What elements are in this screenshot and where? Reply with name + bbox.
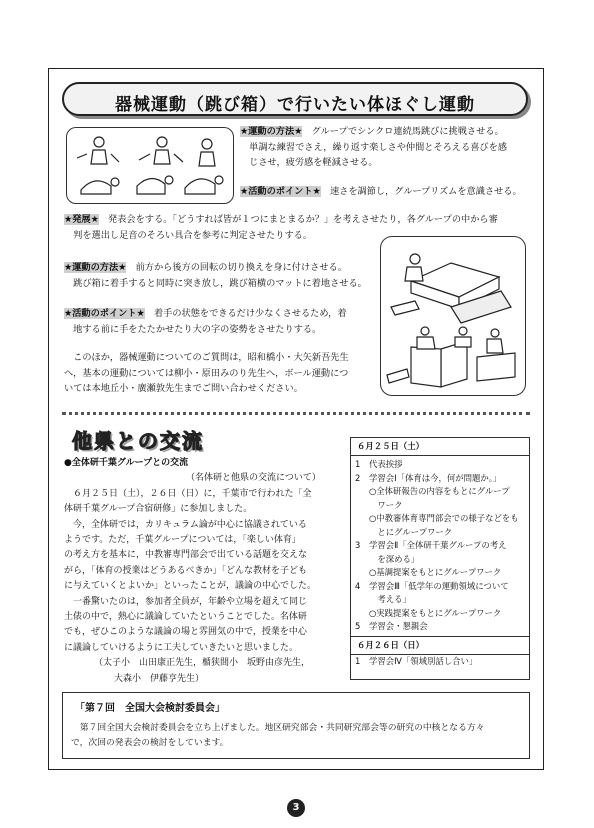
method2-label: ★運動の方法★ bbox=[64, 262, 127, 273]
committee-line-1: で，次回の発表会の検討をしています。 bbox=[71, 738, 229, 748]
inquiry-block bbox=[64, 350, 384, 397]
exchange-section-title: 他県との交流 bbox=[72, 429, 204, 453]
signature-line-0: （太子小 山田康正先生，楯狭間小 坂野由彦先生， bbox=[94, 658, 311, 669]
dev-label: ★発展★ bbox=[64, 214, 99, 225]
committee-box bbox=[62, 692, 530, 759]
schedule-day1-header: ６月２５日（土） bbox=[351, 438, 529, 456]
schedule-item: 4 学習会Ⅲ「低学年の運動領域について bbox=[355, 580, 509, 591]
exchange-line-5: がら，「体育の授業はどうあるべきか」「どんな教材を子ども bbox=[64, 565, 308, 576]
exchange-line-2: 今，全体研では，カリキュラム論が中心に協議されている bbox=[64, 519, 307, 530]
point2-line-0: 着手の状態をできるだけ少なくさせるため，着 bbox=[144, 308, 347, 319]
schedule-item: 3 学習会Ⅱ「全体研千葉グループの考え bbox=[355, 540, 507, 550]
schedule-item: 1 代表挨拶 bbox=[355, 459, 403, 469]
exchange-block bbox=[64, 456, 344, 687]
method2-line-0: 前方から後方の回転の切り換えを身に付けさせる。 bbox=[126, 262, 347, 273]
section-divider bbox=[62, 412, 530, 415]
point2-label: ★活動のポイント★ bbox=[64, 308, 145, 319]
exchange-line-3: ようです。ただ，千葉グループについては，「楽しい体育」 bbox=[64, 535, 301, 546]
dev-line-0: 発表会をする。「どうすれば皆が１つにまとまるか？」を考えさせたり，各グループの中から審 bbox=[98, 214, 498, 225]
inquiry-line-1: へ，基本の運動については柳小・原田みのり先生へ，ボール運動につ bbox=[64, 367, 349, 379]
exchange-line-1: 体研千葉グループ合宿研修」に参加しました。 bbox=[64, 504, 253, 515]
method2-block bbox=[64, 260, 379, 291]
method2-line-1: 跳び箱に着手すると同時に突き放し，跳び箱横のマットに着地させる。 bbox=[64, 277, 367, 289]
method1-line-2: じさせ，疲労感を軽減させる。 bbox=[240, 157, 378, 168]
inquiry-line-2: いては本地丘小・廣瀬敦先生までご問い合わせください。 bbox=[64, 383, 303, 394]
exchange-line-9: でも，ぜひこのような議論の場と雰囲気の中で，授業を中心 bbox=[64, 627, 307, 638]
schedule-item: ○全体研報告の内容をもとにグループ bbox=[369, 486, 510, 496]
committee-title: 「第７回 全国大会検討委員会」 bbox=[75, 703, 225, 714]
point1-text: 速さを調節し，グループリズムを意識させる。 bbox=[320, 186, 522, 197]
vault-illustration bbox=[380, 236, 526, 396]
method1-line-1: 単調な練習でさえ，繰り返す楽しさや仲間とそろえる喜びを感 bbox=[240, 141, 507, 153]
point2-line-1: 地する前に手をたたかせたり大の字の姿勢をさせたりする。 bbox=[64, 323, 322, 335]
schedule-item: 考える」 bbox=[369, 594, 411, 604]
title-banner bbox=[62, 82, 528, 116]
exchange-subnote: （名体研と他県の交流について） bbox=[186, 473, 321, 484]
schedule-item: 2 学習会Ⅰ「体育は今，何が問題か。」 bbox=[355, 472, 502, 483]
schedule-item: ○実践提案をもとにグループワーク bbox=[369, 607, 502, 618]
method1-line-0: グループでシンクロ連続馬跳びに挑戦させる。 bbox=[302, 126, 504, 137]
point2-block bbox=[64, 306, 379, 337]
signature-line-1: 大森小 伊藤亨先生） bbox=[114, 673, 205, 684]
leapfrog-illustration bbox=[66, 127, 234, 204]
exchange-line-7: 一番驚いたのは，参加者全員が，年齢や立場を超えて同じ bbox=[64, 596, 308, 607]
schedule-item: 5 学習会・懇親会 bbox=[355, 621, 428, 631]
schedule-item: ○中教審体育専門部会での様子などをも bbox=[369, 513, 519, 523]
inquiry-line-0: このほか，器械運動についてのご質問は，昭和橋小・大矢新吾先生 bbox=[64, 352, 349, 363]
schedule-item: ワーク bbox=[369, 499, 403, 510]
schedule-item: ○基調提案をもとにグループワーク bbox=[369, 567, 502, 577]
method1-label: ★運動の方法★ bbox=[240, 126, 303, 137]
schedule-item: とにグループワーク bbox=[369, 526, 453, 537]
point1-label: ★活動のポイント★ bbox=[240, 186, 321, 197]
page-number: 3 bbox=[287, 799, 305, 817]
point1-block bbox=[240, 184, 540, 200]
schedule-item: を深める」 bbox=[369, 553, 420, 564]
committee-line-0: 第７回全国大会検討委員会を立ち上げました。地区研究部会・共同研究部会等の研究の中核となる方々 bbox=[71, 723, 485, 733]
dev-line-1: 判を選出し足音のそろい具合を参考に判定させたりする。 bbox=[64, 229, 313, 241]
exchange-line-0: ６月２５日（土），２６日（日）に，千葉市で行われた「全 bbox=[64, 488, 312, 499]
exchange-line-6: に与えていくとよいか」といったことが，議論の中心でした。 bbox=[64, 581, 317, 592]
exchange-line-4: の考え方を基本に，中教審専門部会で出ている話題を交えな bbox=[64, 550, 308, 561]
exchange-subhead: ●全体研千葉グループとの交流 bbox=[64, 458, 189, 468]
page-title: 器械運動（跳び箱）で行いたい体ほぐし運動 bbox=[115, 95, 475, 115]
exchange-line-10: に議論していけるように工夫していきたいと思いました。 bbox=[64, 642, 299, 653]
schedule-item: 1 学習会Ⅳ「領域別話し合い」 bbox=[355, 655, 478, 666]
schedule-box bbox=[350, 437, 530, 680]
exchange-line-8: 土俵の中で，熱心に議論していたということでした。名体研 bbox=[64, 612, 307, 623]
schedule-day2-header: ６月２６日（日） bbox=[351, 636, 529, 655]
method1-block bbox=[240, 124, 540, 171]
